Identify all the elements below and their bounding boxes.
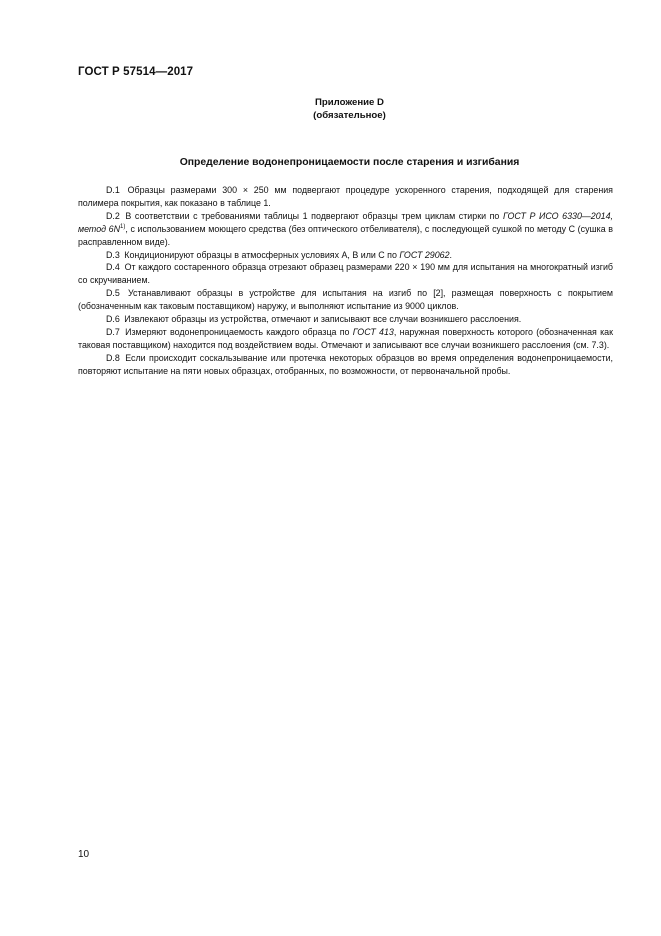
paragraph-d7 xyxy=(78,326,613,352)
paragraph-text: От каждого состаренного образца отрезают образец размерами 220 × 190 мм для испытания на многократный изгиб со скручиванием. xyxy=(78,262,614,286)
paragraph-number: D.4 xyxy=(106,262,120,273)
paragraph-number: D.7 xyxy=(106,326,120,337)
annex-heading xyxy=(0,96,661,122)
section-title-text: Определение водонепроницаемости после старения и изгибания xyxy=(179,157,520,168)
paragraph-d1 xyxy=(78,184,613,210)
paragraph-text: Устанавливают образцы в устройстве для испытания на изгиб по [2], размещая поверхность с покрытием (обозначенным как таковым поставщиком) наружу, и выполняют испытание из 9000 циклов. xyxy=(78,288,614,312)
paragraph-number: D.3 xyxy=(106,249,120,260)
paragraph-d8 xyxy=(78,352,613,378)
paragraph-text: Кондиционируют образцы в атмосферных условиях А, В или С по xyxy=(124,249,400,260)
paragraph-text: Образцы размерами 300 × 250 мм подвергают процедуре ускоренного старения, подходящей для старения полимера покрытия, как показано в таблице 1. xyxy=(78,185,613,208)
paragraph-text: Извлекают образцы из устройства, отмечают и записывают все случаи возникшего расслоения. xyxy=(124,314,522,325)
annex-status: (обязательное) xyxy=(313,110,386,121)
paragraph-d5 xyxy=(78,287,613,313)
paragraph-text: . xyxy=(449,249,452,260)
paragraph-text: , наружная поверхность которого (обозначенная как таковая поставщиком) находится под воздействием воды. Отмечают и записывают все случаи возникшего расслоения (см. 7.3). xyxy=(78,326,613,350)
standard-reference: ГОСТ 413 xyxy=(352,326,394,337)
paragraph-number: D.5 xyxy=(106,288,120,299)
paragraph-number: D.2 xyxy=(106,210,120,221)
paragraph-text: , с использованием моющего средства (без оптического отбеливателя), с последующей сушкой по методу С (сушка в расправленном виде). xyxy=(78,223,613,247)
paragraph-text: В соответствии с требованиями таблицы 1 подвергают образцы трем циклам стирки по xyxy=(125,210,503,221)
paragraph-number: D.1 xyxy=(106,185,120,195)
footnote-marker: 1) xyxy=(120,223,126,230)
paragraph-text: Если происходит соскальзывание или протечка некоторых образцов во время определения водонепроницаемости, повторяют испытание на пяти новых образцах, отобранных, по возможности, от первоначальной пробы. xyxy=(78,352,613,376)
standard-reference: ГОСТ 29062 xyxy=(399,249,450,260)
paragraph-d3 xyxy=(78,249,613,262)
paragraph-number: D.8 xyxy=(106,352,120,363)
paragraph-d6 xyxy=(78,313,613,326)
annex-title: Приложение D xyxy=(315,97,384,108)
paragraph-text: Измеряют водонепроницаемость каждого образца по xyxy=(125,326,353,337)
paragraph-d4 xyxy=(78,261,613,287)
page-number: 10 xyxy=(78,849,90,860)
paragraph-d2 xyxy=(78,210,613,249)
paragraph-number: D.6 xyxy=(106,314,120,325)
document-body xyxy=(78,184,613,378)
section-title xyxy=(0,157,661,168)
standard-reference: ГОСТ Р ИСО 6330—2014, метод 6N xyxy=(78,210,614,234)
document-standard-code: ГОСТ Р 57514—2017 xyxy=(78,66,194,78)
